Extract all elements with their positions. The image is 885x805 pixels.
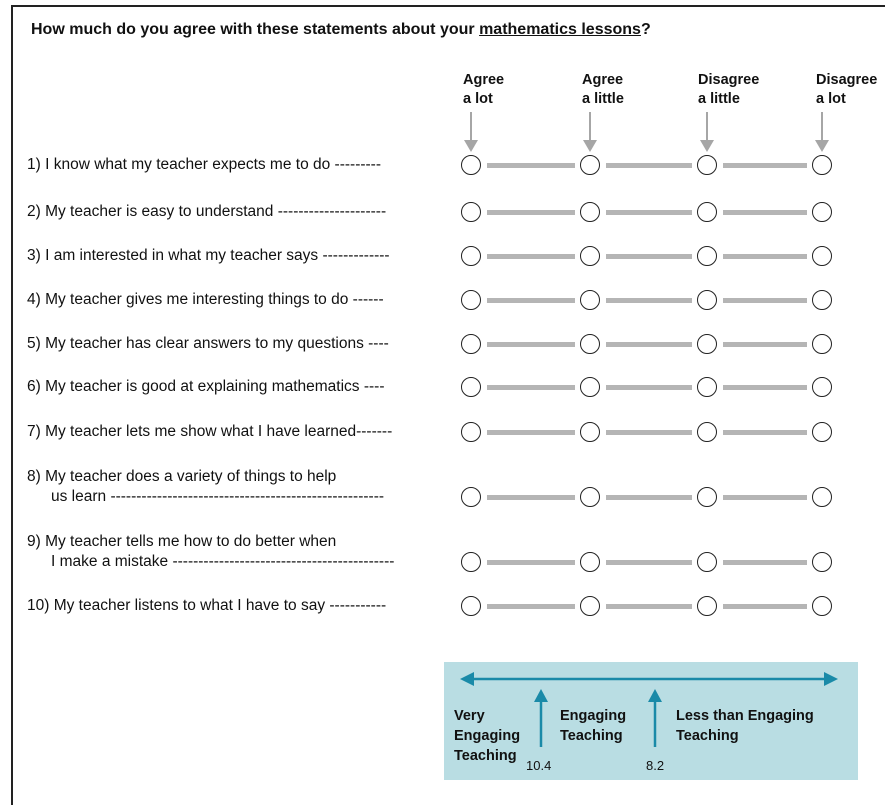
radio-q4-agree-a-little[interactable] [580,290,600,310]
scale-connector [723,385,807,390]
cut-score-low: 8.2 [646,758,665,773]
statement-7-label [27,422,392,442]
scale-connector [487,385,575,390]
statement-6-label [27,377,385,397]
radio-q4-agree-a-lot[interactable] [461,290,481,310]
statement-3-label [27,246,390,266]
column-header-line1: Agree [463,72,505,88]
radio-q3-disagree-a-lot[interactable] [812,246,832,266]
column-header-agree-a-lot [463,71,504,109]
title-underlined-subject: mathematics lessons [479,21,641,38]
scale-connector [606,254,692,259]
radio-q3-disagree-a-little[interactable] [697,246,717,266]
scale-connector [487,604,575,609]
column-arrow-icon [582,112,598,154]
column-header-agree-a-little [582,71,624,109]
scale-connector [723,342,807,347]
scale-connector [723,430,807,435]
statement-9-label [27,532,394,572]
radio-q9-agree-a-little[interactable] [580,552,600,572]
radio-q8-disagree-a-little[interactable] [697,487,717,507]
radio-q5-agree-a-lot[interactable] [461,334,481,354]
scale-connector [723,163,807,168]
title-prefix: How much do you agree with these statements about your [31,21,480,38]
radio-q7-agree-a-little[interactable] [580,422,600,442]
radio-q3-agree-a-little[interactable] [580,246,600,266]
cut-score-high: 10.4 [526,758,552,773]
radio-q10-agree-a-lot[interactable] [461,596,481,616]
scale-connector [606,430,692,435]
scale-connector [723,298,807,303]
scale-connector [606,560,692,565]
radio-q9-agree-a-lot[interactable] [461,552,481,572]
scale-connector [487,342,575,347]
very-engaging-label: Very Engaging Teaching [454,708,521,764]
radio-q10-disagree-a-little[interactable] [697,596,717,616]
scale-connector [723,254,807,259]
scale-connector [487,560,575,565]
scale-connector [487,430,575,435]
cut-score-arrow-low [648,689,662,747]
radio-q6-disagree-a-little[interactable] [697,377,717,397]
scale-connector [606,163,692,168]
statement-text-line1: 3) I am interested in what my teacher says ------------- [27,247,390,264]
radio-q7-disagree-a-little[interactable] [697,422,717,442]
radio-q8-agree-a-lot[interactable] [461,487,481,507]
scale-connector [606,210,692,215]
radio-q6-disagree-a-lot[interactable] [812,377,832,397]
column-header-line1: Disagree [816,72,878,88]
radio-q6-agree-a-little[interactable] [580,377,600,397]
scale-box [444,662,858,780]
less-than-engaging-label: Less than Engaging Teaching [676,708,814,744]
statement-text-line1: 10) My teacher listens to what I have to say ----------- [27,597,387,614]
title-suffix: ? [640,21,651,38]
statement-5-label [27,334,389,354]
radio-q1-disagree-a-little[interactable] [697,155,717,175]
column-header-disagree-a-little [698,71,759,109]
column-header-line2: a lot [816,91,846,107]
column-arrow-icon [699,112,715,154]
scale-connector [487,210,575,215]
scale-range-arrow [460,672,838,686]
scale-connector [723,495,807,500]
radio-q4-disagree-a-lot[interactable] [812,290,832,310]
radio-q10-disagree-a-lot[interactable] [812,596,832,616]
statement-1-label [27,155,381,175]
scale-connector [606,495,692,500]
statement-text-line1: 5) My teacher has clear answers to my questions ---- [27,335,389,352]
radio-q9-disagree-a-lot[interactable] [812,552,832,572]
column-header-line1: Agree [582,72,624,88]
radio-q3-agree-a-lot[interactable] [461,246,481,266]
statement-2-label [27,202,386,222]
scale-connector [723,210,807,215]
scale-connector [723,604,807,609]
column-arrow-icon [814,112,830,154]
radio-q2-agree-a-lot[interactable] [461,202,481,222]
question-title [31,21,651,39]
statement-8-label [27,467,384,507]
statement-text-line2: us learn ----------------------------------------------------- [51,488,385,505]
radio-q1-agree-a-little[interactable] [580,155,600,175]
radio-q8-agree-a-little[interactable] [580,487,600,507]
scale-connector [487,298,575,303]
radio-q10-agree-a-little[interactable] [580,596,600,616]
radio-q2-disagree-a-lot[interactable] [812,202,832,222]
column-header-line2: a little [582,91,624,107]
engaging-label: Engaging Teaching [560,708,627,744]
scale-connector [723,560,807,565]
statement-text-line1: 6) My teacher is good at explaining mathematics ---- [27,378,385,395]
scale-connector [606,342,692,347]
statement-text-line1: 2) My teacher is easy to understand --------------------- [27,203,387,220]
statement-10-label [27,596,386,616]
radio-q8-disagree-a-lot[interactable] [812,487,832,507]
column-header-line1: Disagree [698,72,760,88]
column-arrow-icon [463,112,479,154]
radio-q5-disagree-a-little[interactable] [697,334,717,354]
radio-q5-agree-a-little[interactable] [580,334,600,354]
statement-text-line1: 9) My teacher tells me how to do better when [27,533,337,550]
scale-connector [487,254,575,259]
scale-connector [487,495,575,500]
radio-q9-disagree-a-little[interactable] [697,552,717,572]
radio-q7-agree-a-lot[interactable] [461,422,481,442]
radio-q6-agree-a-lot[interactable] [461,377,481,397]
statement-text-line1: 1) I know what my teacher expects me to do --------- [27,156,382,173]
radio-q7-disagree-a-lot[interactable] [812,422,832,442]
statement-text-line1: 8) My teacher does a variety of things to help [27,468,337,485]
radio-q2-agree-a-little[interactable] [580,202,600,222]
radio-q1-disagree-a-lot[interactable] [812,155,832,175]
statement-text-line1: 7) My teacher lets me show what I have learned------- [27,423,393,440]
column-header-disagree-a-lot [816,71,877,109]
scale-connector [606,604,692,609]
radio-q5-disagree-a-lot[interactable] [812,334,832,354]
column-header-line2: a lot [463,91,493,107]
statement-4-label [27,290,384,310]
radio-q2-disagree-a-little[interactable] [697,202,717,222]
scale-connector [606,298,692,303]
statement-text-line1: 4) My teacher gives me interesting things to do ------ [27,291,384,308]
cut-score-arrow-high [534,689,548,747]
statement-text-line2: I make a mistake ------------------------------------------- [51,553,395,570]
scale-connector [487,163,575,168]
radio-q4-disagree-a-little[interactable] [697,290,717,310]
column-header-line2: a little [698,91,740,107]
radio-q1-agree-a-lot[interactable] [461,155,481,175]
scale-connector [606,385,692,390]
